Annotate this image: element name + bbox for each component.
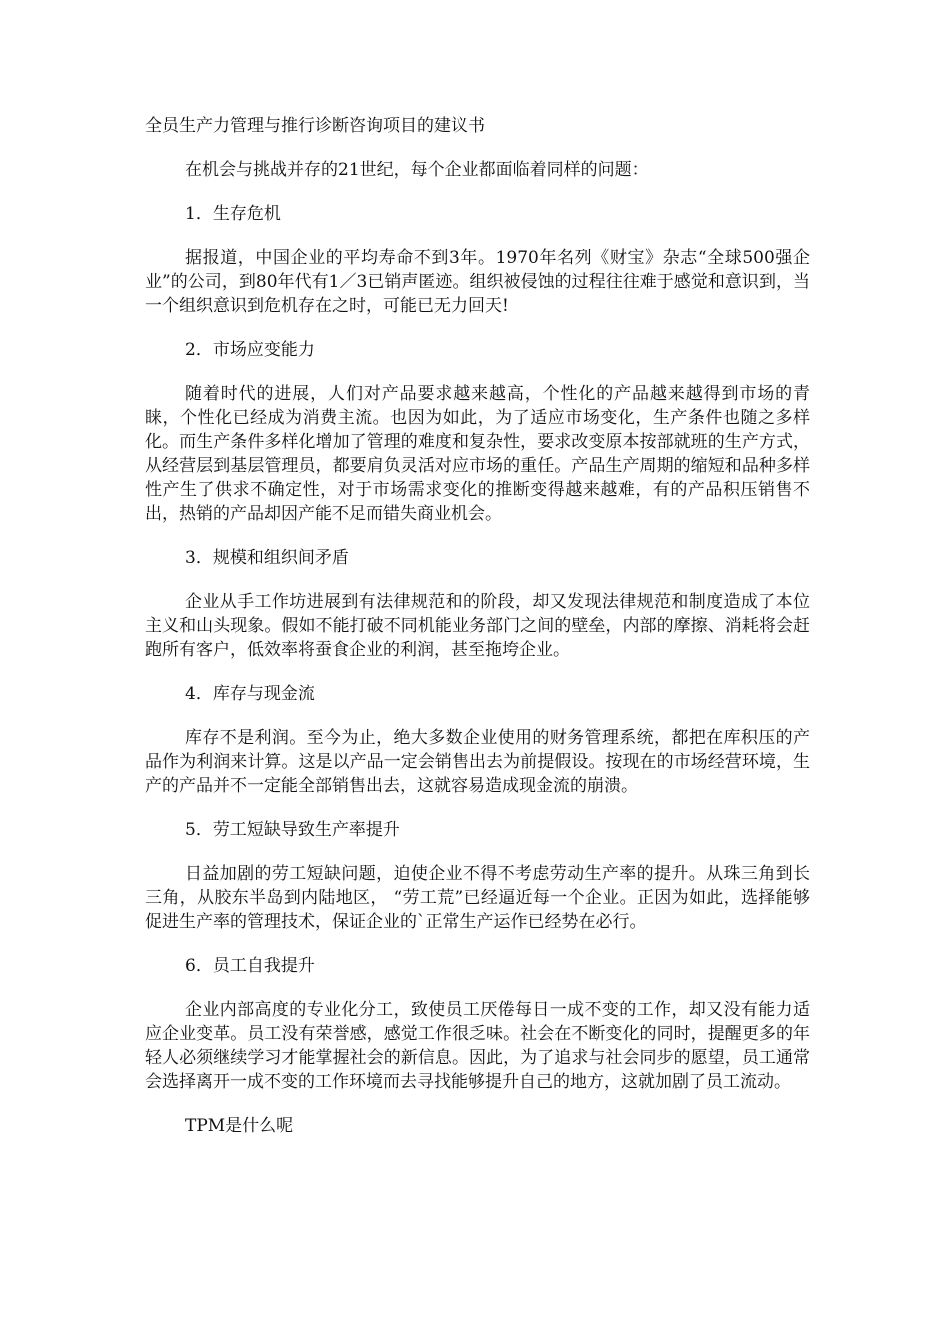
- section-body-1: 据报道，中国企业的平均寿命不到3年。1970年名列《财宝》杂志“全球500强企业”的公司，到80年代有1／3已销声匿迹。组织被侵蚀的过程往往难于感觉和意识到，当一个组织意识到危机存在之时，可能已无力回天!: [145, 248, 810, 316]
- document-title: 全员生产力管理与推行诊断咨询项目的建议书: [145, 116, 485, 136]
- section-heading-1: 1．生存危机: [185, 204, 281, 224]
- section-heading-4: 4．库存与现金流: [185, 684, 315, 704]
- section-body-4: 库存不是利润。至今为止，绝大多数企业使用的财务管理系统，都把在库积压的产品作为利润来计算。这是以产品一定会销售出去为前提假设。按现在的市场经营环境，生产的产品并不一定能全部销售出去，这就容易造成现金流的崩溃。: [145, 728, 810, 796]
- section-heading-5: 5．劳工短缺导致生产率提升: [185, 820, 400, 840]
- section-heading-2: 2．市场应变能力: [185, 340, 315, 360]
- closing-heading: TPM是什么呢: [185, 1116, 294, 1136]
- document-page: [145, 112, 810, 1158]
- section-body-6: 企业内部高度的专业化分工，致使员工厌倦每日一成不变的工作，却又没有能力适应企业变革。员工没有荣誉感，感觉工作很乏味。社会在不断变化的同时，提醒更多的年轻人必须继续学习才能掌握社会的新信息。因此，为了追求与社会同步的愿望，员工通常会选择离开一成不变的工作环境而去寻找能够提升自己的地方，这就加剧了员工流动。: [145, 1000, 810, 1092]
- intro-paragraph: 在机会与挑战并存的21世纪，每个企业都面临着同样的问题：: [185, 160, 649, 180]
- section-body-5: 日益加剧的劳工短缺问题，迫使企业不得不考虑劳动生产率的提升。从珠三角到长三角，从胶东半岛到内陆地区， “劳工荒”已经逼近每一个企业。正因为如此，选择能够促进生产率的管理技术，保证企业的`正常生产运作已经势在必行。: [145, 864, 810, 932]
- section-heading-6: 6．员工自我提升: [185, 956, 315, 976]
- section-heading-3: 3．规模和组织间矛盾: [185, 548, 349, 568]
- section-body-2: 随着时代的进展，人们对产品要求越来越高，个性化的产品越来越得到市场的青睐，个性化已经成为消费主流。也因为如此，为了适应市场变化，生产条件也随之多样化。而生产条件多样化增加了管理的难度和复杂性，要求改变原本按部就班的生产方式，从经营层到基层管理员，都要肩负灵活对应市场的重任。产品生产周期的缩短和品种多样性产生了供求不确定性，对于市场需求变化的推断变得越来越难，有的产品积压销售不出，热销的产品却因产能不足而错失商业机会。: [145, 384, 810, 524]
- section-body-3: 企业从手工作坊进展到有法律规范和的阶段，却又发现法律规范和制度造成了本位主义和山头现象。假如不能打破不同机能业务部门之间的壁垒，内部的摩擦、消耗将会赶跑所有客户，低效率将蚕食企业的利润，甚至拖垮企业。: [145, 592, 810, 660]
